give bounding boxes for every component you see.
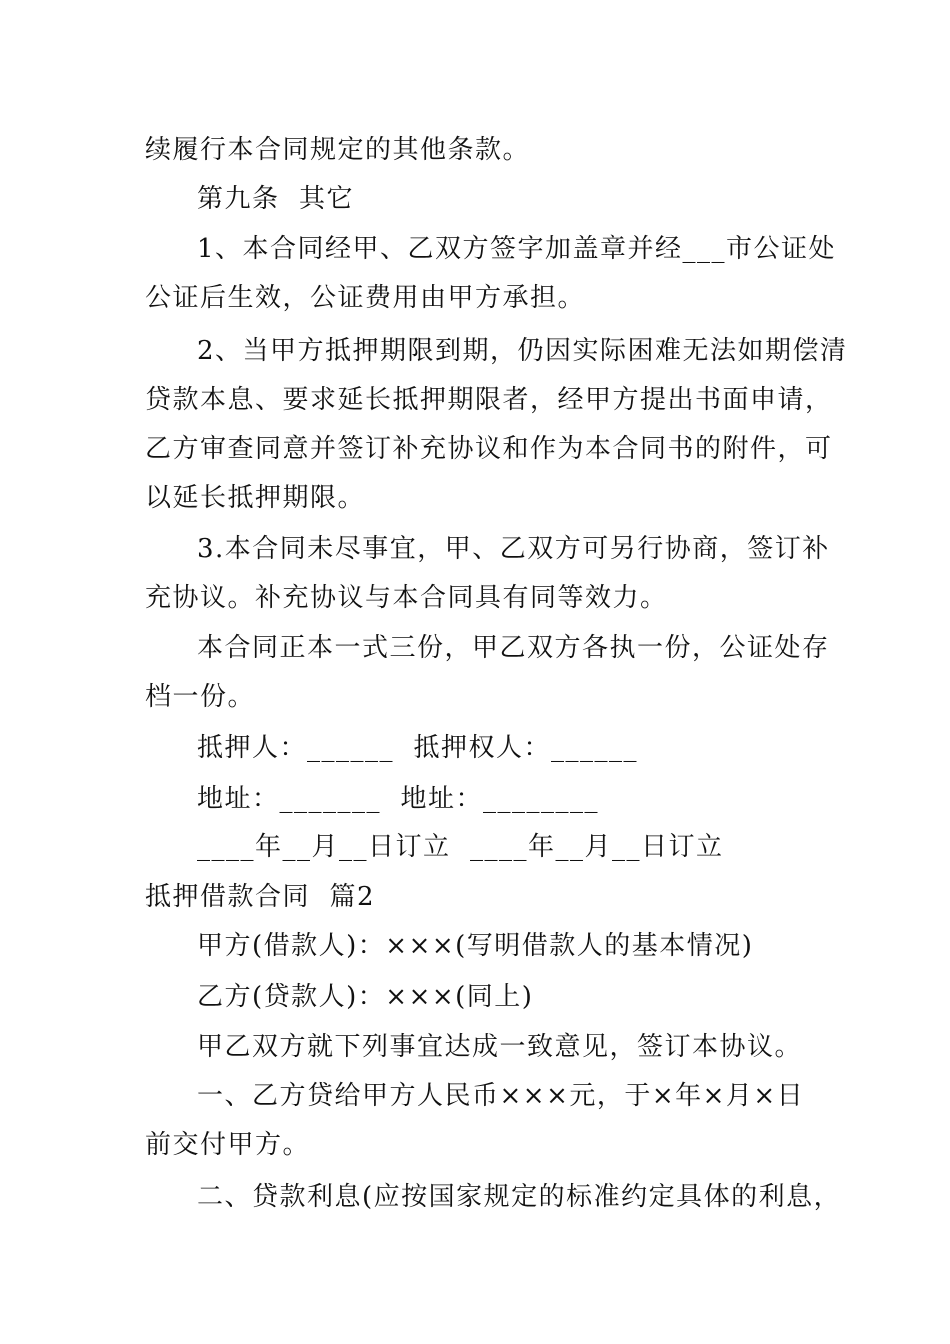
signature-line-parties: 抵押人：______ 抵押权人：______ (197, 733, 639, 763)
text-line: 乙方(贷款人)：×××(同上) (197, 982, 534, 1012)
text-line: 乙方审查同意并签订补充协议和作为本合同书的附件，可 (145, 434, 833, 464)
text-line: 甲方(借款人)：×××(写明借款人的基本情况) (197, 931, 754, 961)
text-line: 二、贷款利息(应按国家规定的标准约定具体的利息， (197, 1182, 842, 1212)
section-heading: 第九条 其它 (197, 184, 355, 214)
text-line: 以延长抵押期限。 (145, 483, 366, 513)
signature-line-date: ____年__月__日订立 ____年__月__日订立 (197, 832, 724, 862)
document-title: 抵押借款合同 篇2 (145, 882, 376, 912)
text-line: 前交付甲方。 (145, 1130, 311, 1160)
signature-line-address: 地址：_______ 地址：________ (197, 784, 600, 814)
text-line: 3.本合同未尽事宜，甲、乙双方可另行协商，签订补 (197, 534, 830, 564)
text-line: 公证后生效，公证费用由甲方承担。 (145, 283, 586, 313)
text-line: 甲乙双方就下列事宜达成一致意见，签订本协议。 (197, 1032, 803, 1062)
text-line: 贷款本息、要求延长抵押期限者，经甲方提出书面申请， (145, 385, 833, 415)
text-line: 续履行本合同规定的其他条款。 (145, 135, 531, 165)
text-line: 本合同正本一式三份，甲乙双方各执一份，公证处存 (197, 633, 830, 663)
text-line: 一、乙方贷给甲方人民币×××元，于×年×月×日 (197, 1081, 805, 1111)
text-line: 1、本合同经甲、乙双方签字加盖章并经___市公证处 (197, 234, 837, 264)
text-line: 档一份。 (145, 682, 256, 712)
text-line: 2、当甲方抵押期限到期，仍因实际困难无法如期偿清 (197, 336, 848, 366)
text-line: 充协议。补充协议与本合同具有同等效力。 (145, 583, 668, 613)
